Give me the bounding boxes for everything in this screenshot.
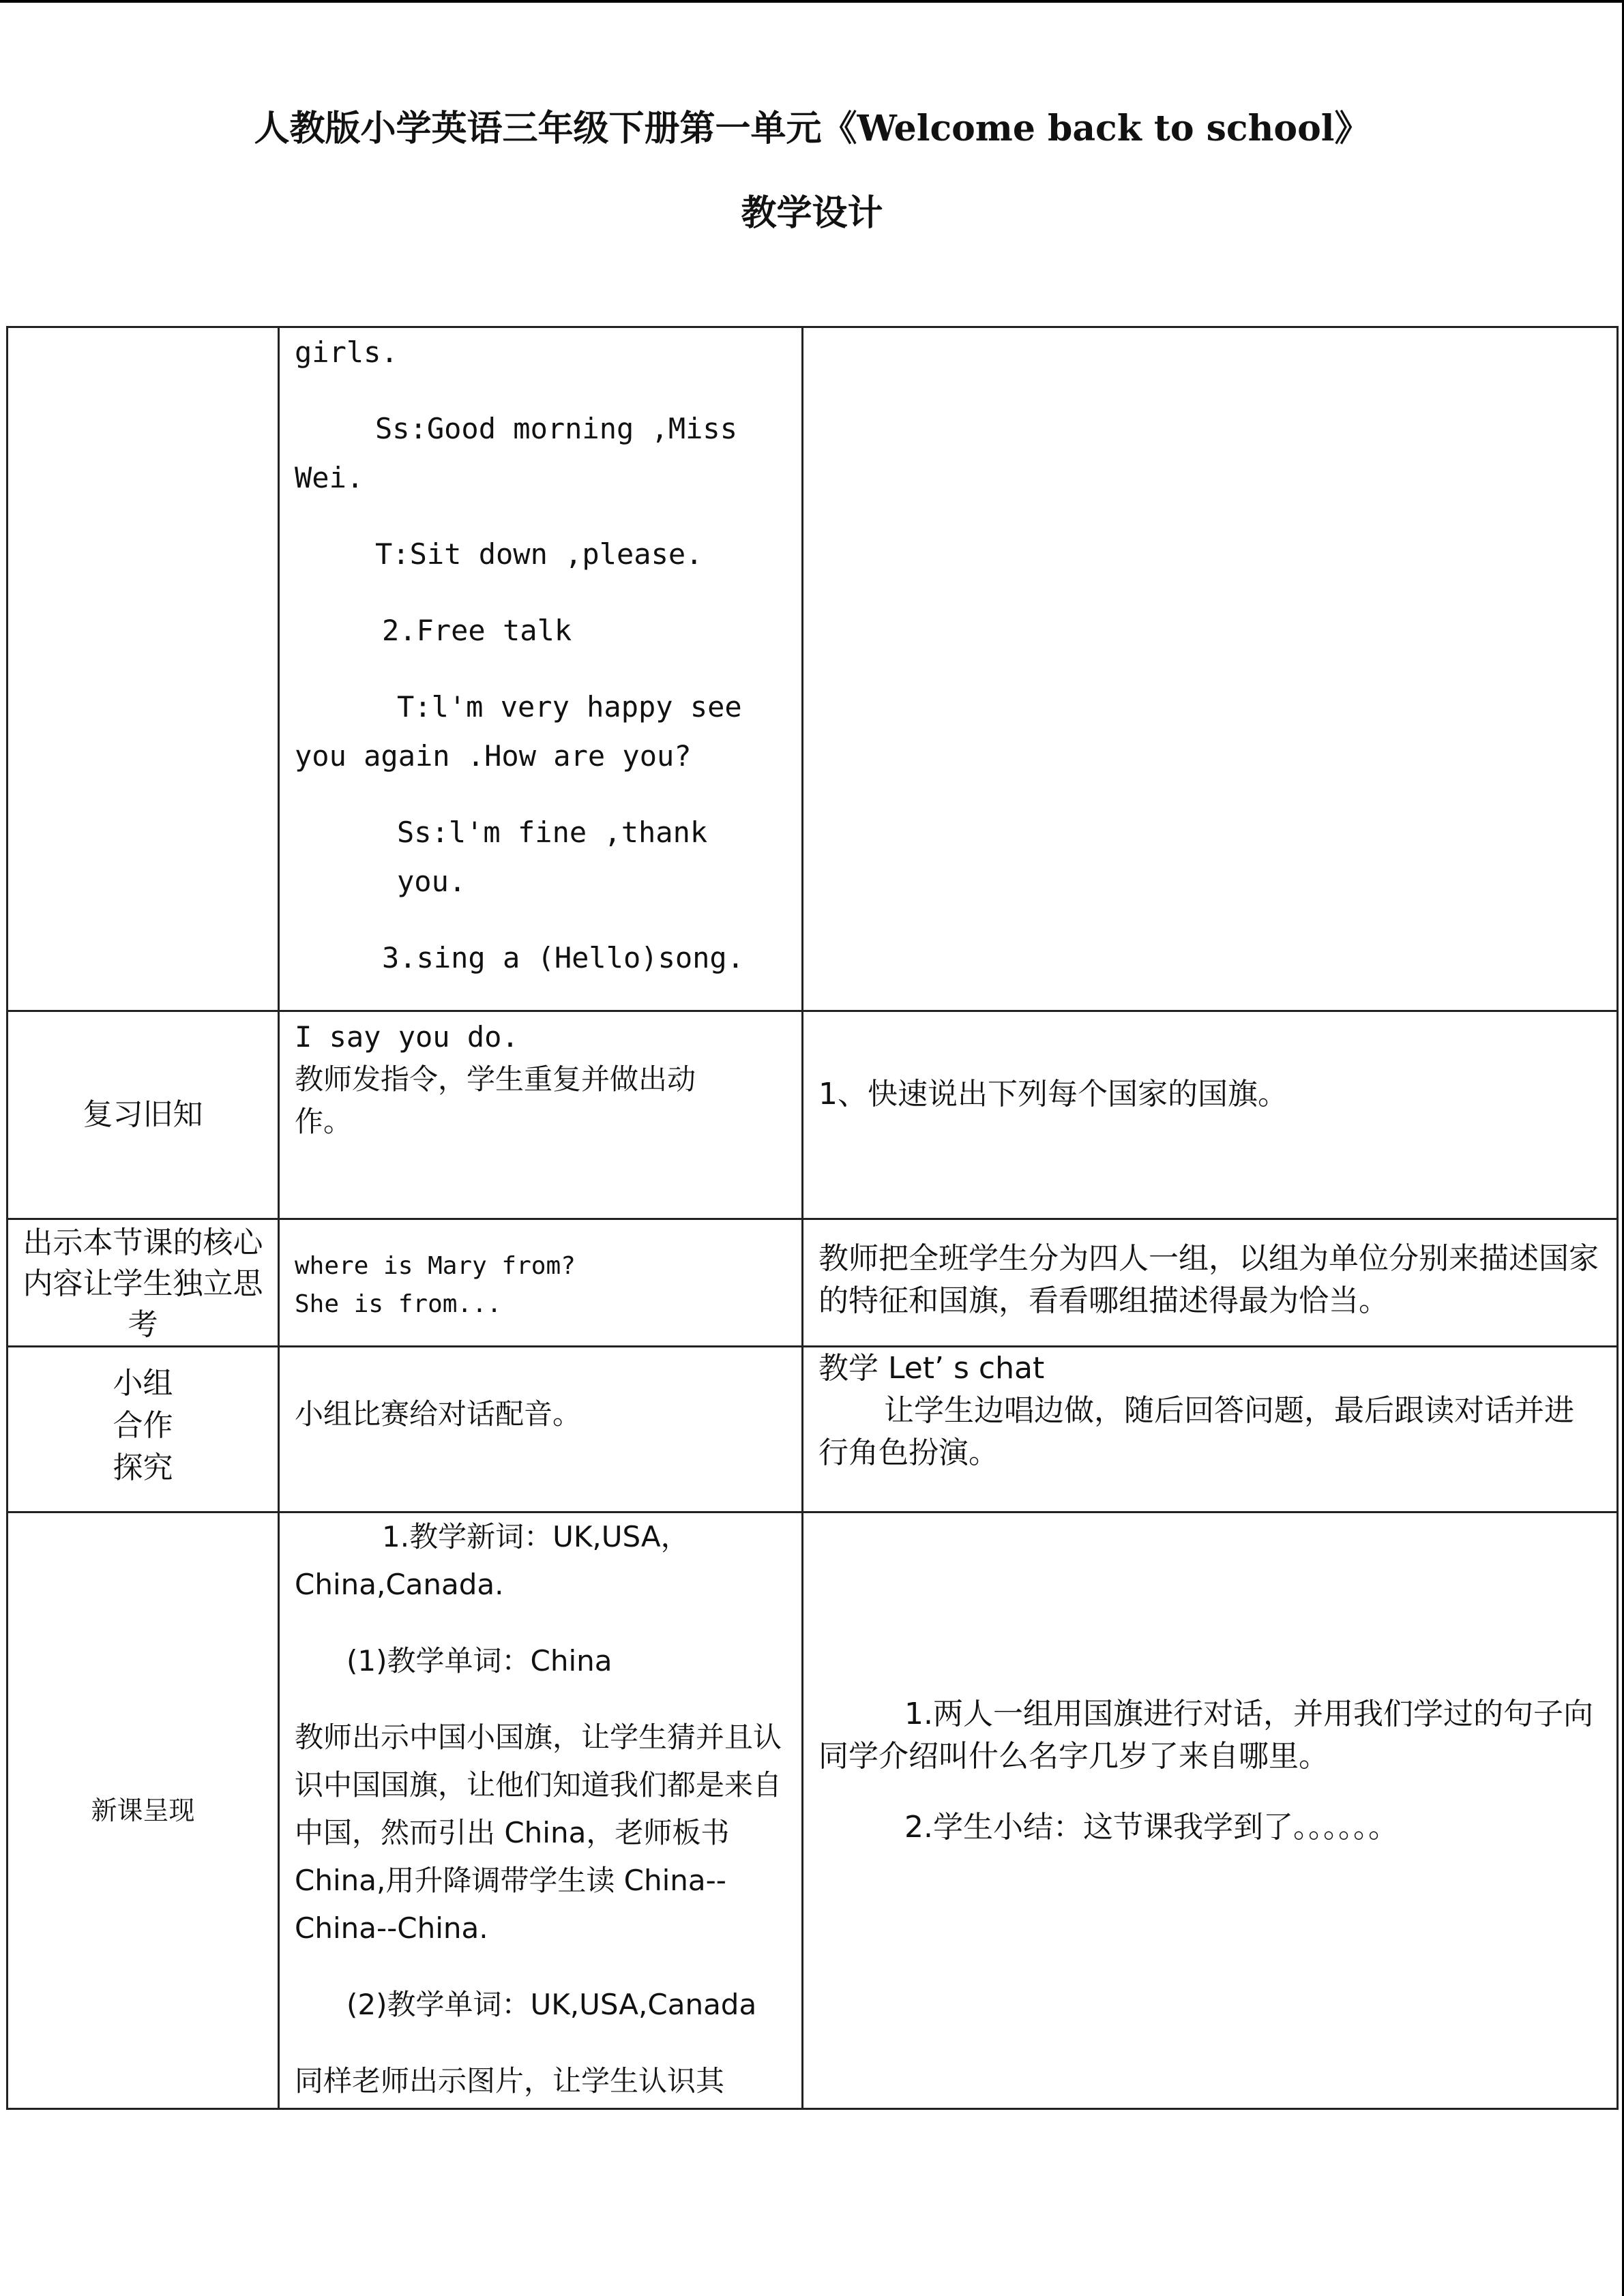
content-line: I say you do. xyxy=(295,1020,519,1054)
content-line: 教师发指令，学生重复并做出动 xyxy=(295,1062,696,1096)
top-border xyxy=(0,0,1624,3)
stage-label: 合作 xyxy=(113,1408,173,1443)
activity-cell xyxy=(803,1011,1618,1219)
document-subtitle: 教学设计 xyxy=(741,192,883,234)
activity-cell xyxy=(803,1512,1618,2109)
content-cell xyxy=(279,327,803,1011)
content-line: China,Canada. xyxy=(295,1568,504,1601)
lesson-plan-table xyxy=(6,326,1619,2110)
content-line: T:l'm very happy see xyxy=(397,690,742,724)
activity-text: 1.两人一组用国旗进行对话，并用我们学过的句子向同学介绍叫什么名字几岁了来自哪里。 xyxy=(818,1697,1593,1774)
content-line: 小组比赛给对话配音。 xyxy=(295,1397,582,1431)
table-row xyxy=(8,1347,1618,1512)
table-row xyxy=(8,327,1618,1011)
content-line: 1.教学新词：UK,USA， xyxy=(382,1520,690,1553)
stage-label: 探究 xyxy=(113,1450,173,1485)
stage-label: 小组 xyxy=(113,1366,173,1401)
activity-cell xyxy=(803,1347,1618,1512)
content-line: Ss:Good morning ,Miss xyxy=(375,412,738,445)
stage-label: 复习旧知 xyxy=(83,1097,203,1132)
activity-title: 教学 Let’ s chat xyxy=(818,1351,1045,1386)
activity-text: 教师把全班学生分为四人一组，以组为单位分别来描述国家的特征和国旗，看看哪组描述得最为恰当。 xyxy=(818,1241,1599,1318)
table-row xyxy=(8,1219,1618,1347)
content-line: 2.Free talk xyxy=(382,614,572,647)
content-line: T:Sit down ,please. xyxy=(375,537,703,571)
activity-cell xyxy=(803,1219,1618,1347)
content-cell xyxy=(279,1219,803,1347)
content-line: Ss:l'm fine ,thank you. xyxy=(397,816,708,898)
content-line: you again .How are you? xyxy=(295,739,692,773)
content-line: 教师出示中国小国旗，让学生猜并且认识中国国旗，让他们知道我们都是来自中国，然而引出 China，老师板书 China,用升降调带学生读 China--China--China. xyxy=(295,1720,782,1945)
content-line: 作。 xyxy=(295,1105,353,1138)
stage-cell xyxy=(8,1512,279,2109)
activity-cell xyxy=(803,327,1618,1011)
table-row xyxy=(8,1011,1618,1219)
content-line: girls. xyxy=(295,336,398,369)
document-title: 人教版小学英语三年级下册第一单元《Welcome back to school》 xyxy=(254,108,1370,149)
content-line: (1)教学单词：China xyxy=(346,1644,612,1678)
content-line: 同样老师出示图片，让学生认识其 xyxy=(295,2064,725,2098)
content-line: (2)教学单词：UK,USA,Canada xyxy=(346,1988,757,2021)
activity-text: 1、快速说出下列每个国家的国旗。 xyxy=(818,1077,1288,1112)
stage-label: 新课呈现 xyxy=(91,1795,195,1825)
stage-cell xyxy=(8,1347,279,1512)
content-cell xyxy=(279,1347,803,1512)
stage-cell xyxy=(8,1219,279,1347)
content-line: She is from... xyxy=(295,1290,502,1318)
stage-cell xyxy=(8,1011,279,1219)
content-line: Wei. xyxy=(295,461,364,494)
activity-text: 2.学生小结：这节课我学到了。。。。。。 xyxy=(904,1810,1398,1845)
content-line: 3.sing a (Hello)song. xyxy=(382,941,745,974)
activity-text: 让学生边唱边做，随后回答问题，最后跟读对话并进行角色扮演。 xyxy=(818,1393,1574,1470)
stage-cell xyxy=(8,327,279,1011)
table-row xyxy=(8,1512,1618,2109)
stage-label: 出示本节课的核心内容让学生独立思考 xyxy=(23,1225,263,1342)
content-cell xyxy=(279,1011,803,1219)
content-line: where is Mary from? xyxy=(295,1252,576,1280)
content-cell xyxy=(279,1512,803,2109)
